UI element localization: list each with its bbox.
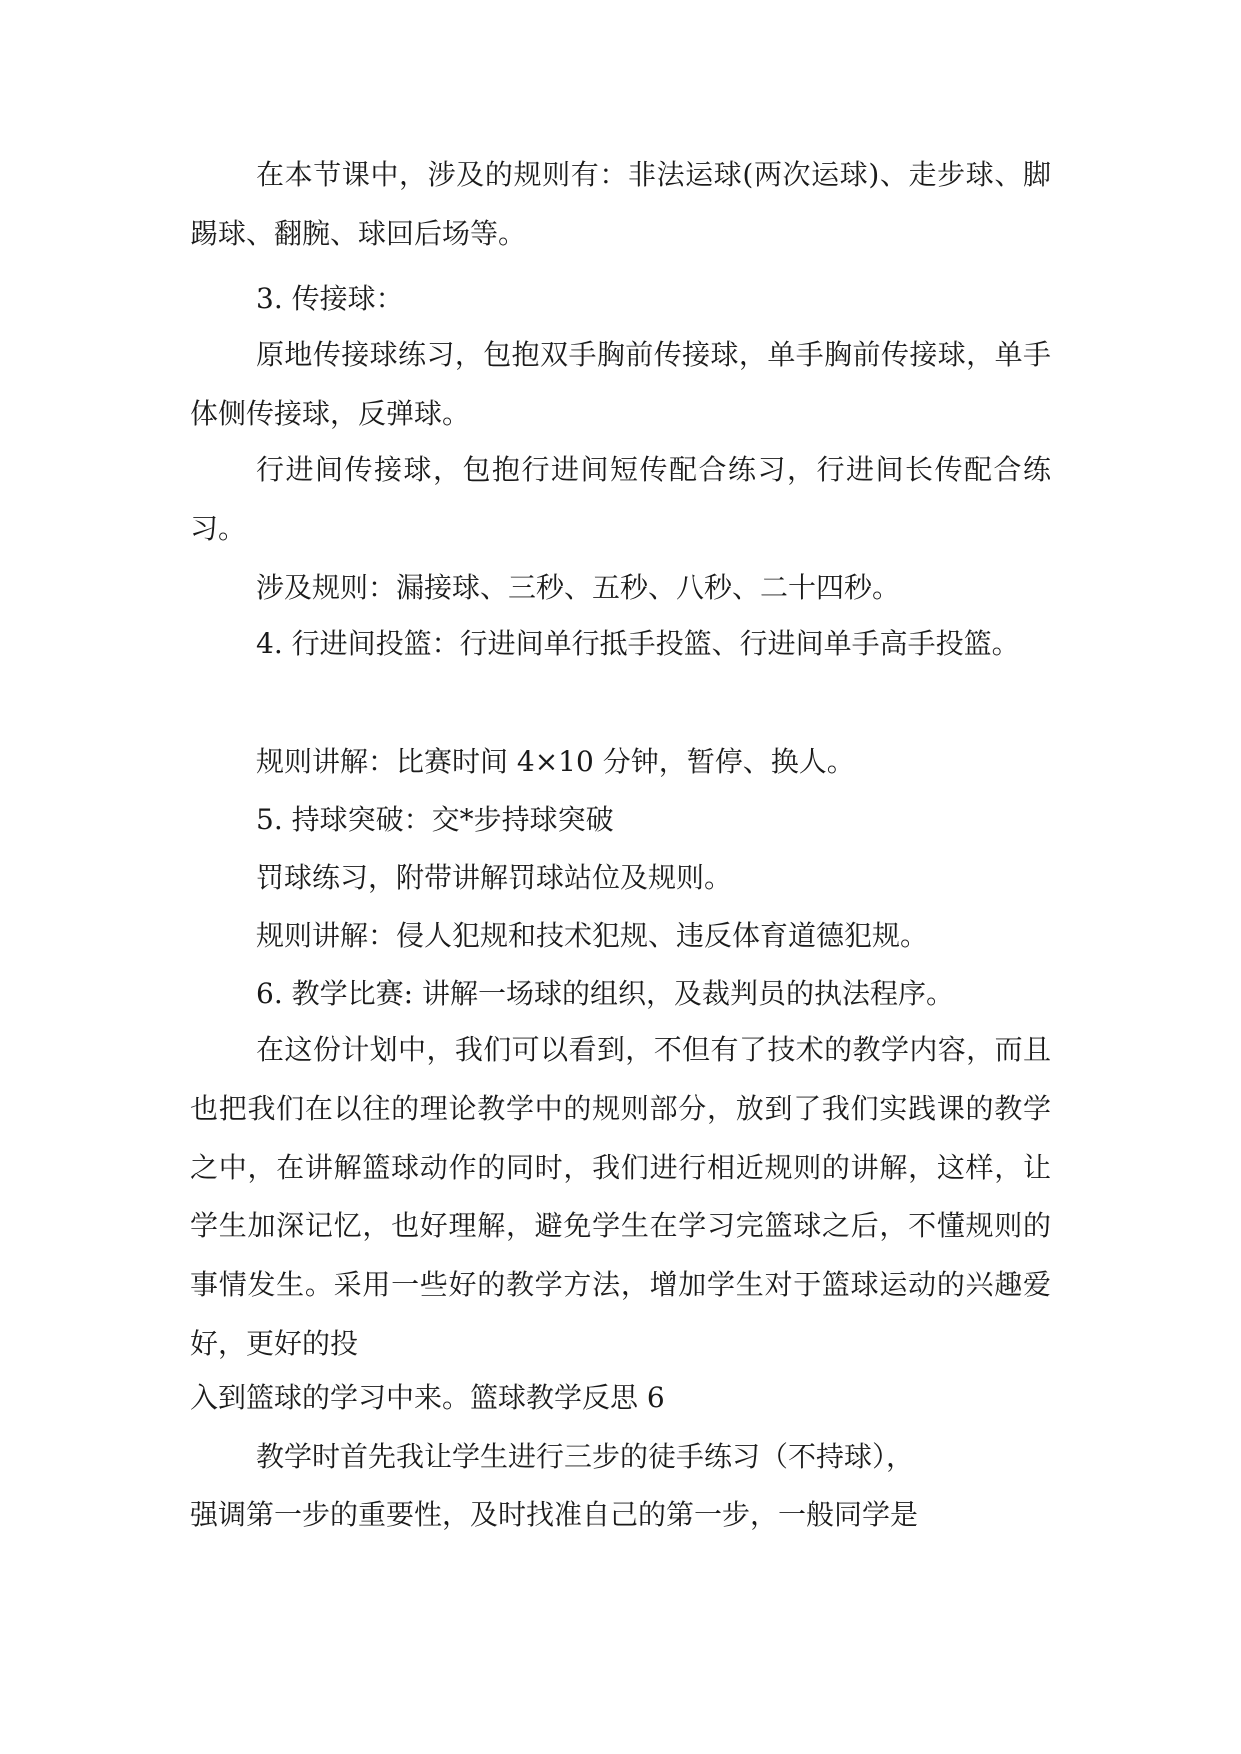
text-line: 入到篮球的学习中来。篮球教学反思 6 [190, 1381, 665, 1414]
paragraph: 在这份计划中，我们可以看到，不但有了技术的教学内容，而且也把我们在以往的理论教学中的规则部分，放到了我们实践课的教学之中，在讲解篮球动作的同时，我们进行相近规则的讲解，这样，让学生加深记忆，也好理解，避免学生在学习完篮球之后，不懂规则的事情发生。采用一些好的教学方法，增加学生对于篮球运动的兴趣爱好，更好的投 [190, 1033, 1051, 1360]
text-line: 5. 持球突破：交*步持球突破 [256, 803, 614, 836]
text-line: 涉及规则：漏接球、三秒、五秒、八秒、二十四秒。 [256, 571, 901, 604]
paragraph: 在本节课中，涉及的规则有：非法运球(两次运球)、走步球、脚踢球、翻腕、球回后场等。 [190, 158, 1051, 250]
text-line: 罚球练习，附带讲解罚球站位及规则。 [256, 861, 733, 894]
paragraph: 行进间传接球，包抱行进间短传配合练习，行进间长传配合练习。 [190, 453, 1051, 545]
paragraph: 原地传接球练习，包抱双手胸前传接球，单手胸前传接球，单手体侧传接球，反弹球。 [190, 338, 1051, 430]
text-line: 6. 教学比赛: 讲解一场球的组织，及裁判员的执法程序。 [256, 977, 954, 1010]
text-line: 规则讲解：侵人犯规和技术犯规、违反体育道德犯规。 [256, 919, 929, 952]
text-line: 规则讲解：比赛时间 4×10 分钟，暂停、换人。 [256, 745, 855, 778]
text-line: 强调第一步的重要性，及时找准自己的第一步，一般同学是 [190, 1498, 919, 1531]
paragraph: 4. 行进间投篮：行进间单行抵手投篮、行进间单手高手投篮。 [256, 627, 1020, 660]
text-line: 3. 传接球： [256, 282, 404, 315]
text-line: 教学时首先我让学生进行三步的徒手练习（不持球）， [256, 1440, 915, 1473]
